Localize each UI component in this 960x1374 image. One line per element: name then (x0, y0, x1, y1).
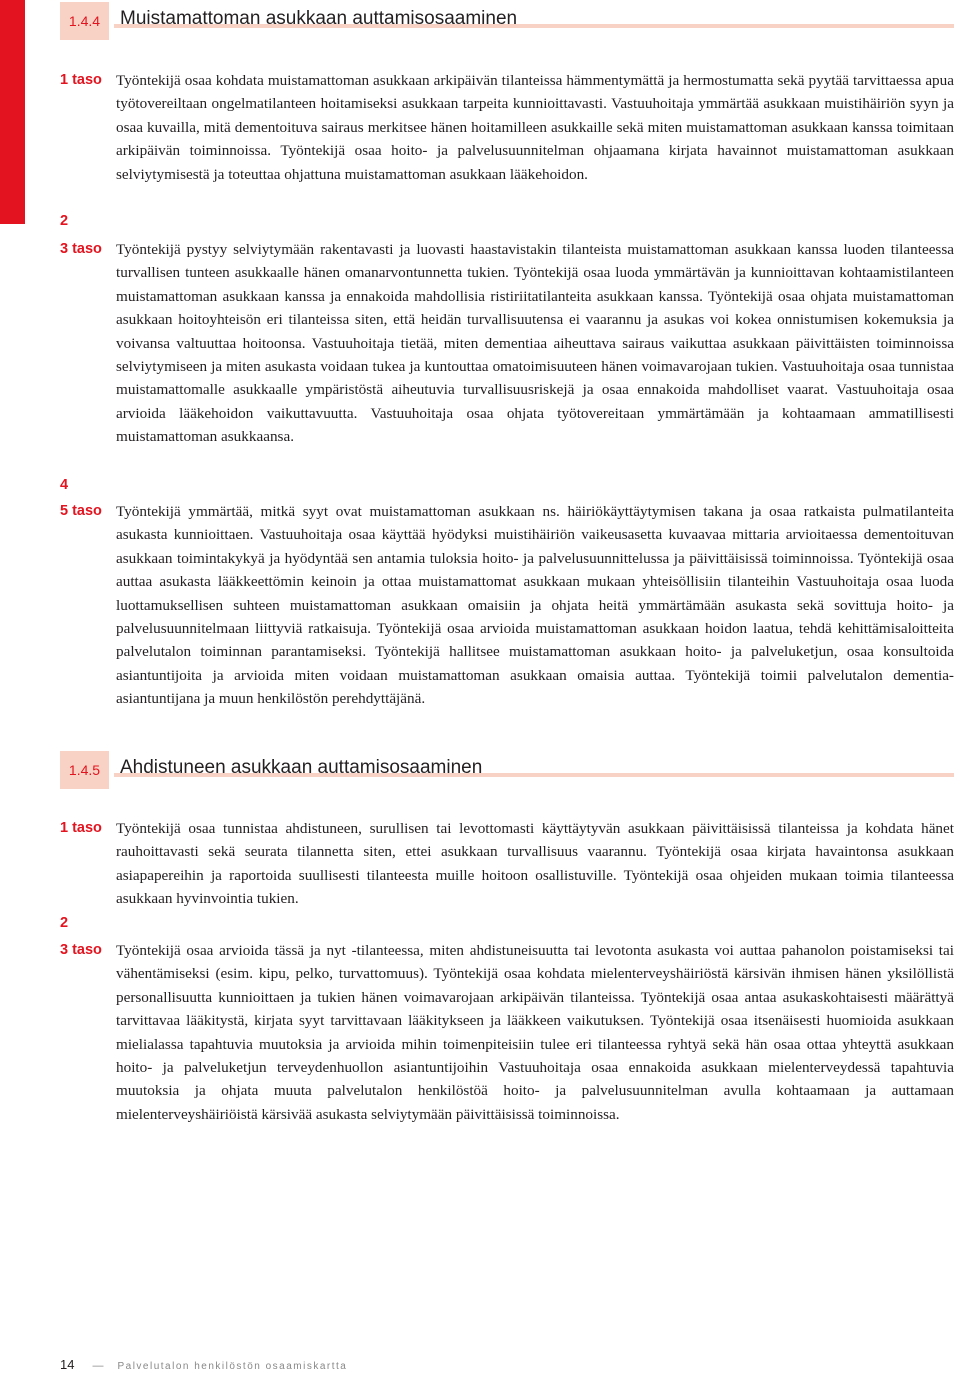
section-header-1-4-5 (60, 751, 954, 789)
page-footer (60, 1356, 347, 1374)
level-text-5: Työntekijä ymmärtää, mitkä syyt ovat muistamattoman asukkaan ns. häiriökäyttäytymisen takana ja osaa ratkaista pulmatilanteita asukasta kunnioittaen. Vastuuhoitaja osaa käyttää hyödyksi muistihäiriön vaikeusasetta kuvaavaa mittaria arvioitaessa dementoituvan asukkaan toimintakykyä ja hyödyntää sen antamia tuloksia hoito- ja palvelusuunnittelussa ja päivittäisissä toiminnoissa. Työntekijä osaa auttaa asukasta lääkkeettömin keinoin ja ottaa muistamattomat asukkaan mukaan yhteisöllisiin tilanteihin Vastuuhoitaja osaa luoda luottamuksellisen suhteen muistamattoman asukkaan omaisiin ja ohjata heitä ymmärtämään asukasta sekä sovittuja hoito- ja palvelusuunnitelmaan liittyviä ratkaisuja. Työntekijä osaa arvioida muistamattoman asukkaan hoidon laatua, tehdä kehittämisaloitteita palvelutalon toiminnan parantamiseksi. Työntekijä hallitsee muistamattoman asukkaan hoito- ja palveluketjun, osaa konsultoida asiantuntijoita ja arvioida miten voidaan muistamattoman asukkaan omaisia auttaa. Työntekijä toimii palvelutalon dementia-asiantuntijana ja muun henkilöstön perehdyttäjänä. (116, 503, 954, 708)
level-text-3: Työntekijä pystyy selviytymään rakentavasti ja luovasti haastavistakin tilanteista muistamattoman asukkaan kanssa luoden tilanteessa turvallisen tunteen asukkaalle hänen omanarvontunnetta tukien. Työntekijä osaa luoda ymmärtävän ja kunnioittavan kohtaamistilanteen muistamattoman asukkaan kanssa ja ennakoida mahdollisia ristiriitatilanteita asukkaan kanssa. Työntekijä osaa ohjata muistamattoman asukkaan hoitoyhteisön eri tilanteissa siten, että heidän turvallisuutensa ei vaarannu ja asukas voi kokea onnistumisen kokemuksia ja voivansa valtuuttaa hoitoonsa. Vastuuhoitaja tietää, miten dementiaa aiheuttava sairaus vaikuttaa asukkaan päivittäisten toiminnoissa selviytymiseen ja miten asukasta voidaan tukea ja kuntouttaa omatoimisuuteen hänen voimavarojaan tukien. Vastuuhoitaja osaa tunnistaa muistamattomalle asukkaalle ympäristöstä aiheutuvia turvallisuusriskejä ja osaa ennakoida mahdolliset vaarat. Vastuuhoitaja osaa arvioida lääkehoidon vaikuttavuutta. Vastuuhoitaja osaa ohjata työtovereitaan ymmärtämään ja kohtaamaan ammatillisesti muistamattoman asukkaansa. (116, 241, 954, 446)
side-accent-bar (0, 0, 25, 224)
section-title: Muistamattoman asukkaan auttamisosaaminen (120, 8, 518, 29)
footer-separator: — (92, 1360, 104, 1372)
section-title: Ahdistuneen asukkaan auttamisosaaminen (120, 757, 483, 778)
level-label-3: 3 taso (60, 942, 102, 958)
section-header-1-4-4 (60, 2, 954, 40)
level-label-2: 2 (60, 915, 69, 931)
page-number: 14 (60, 1357, 75, 1372)
level-label-3: 3 taso (60, 241, 102, 257)
level-text-1: Työntekijä osaa tunnistaa ahdistuneen, surullisen tai levottomasti käyttäytyvän asukkaan päivittäisissä tilanteissa ja kohdata hänet rauhoittavasti sekä seurata tilannetta siten, ettei asukkaan turvallisuus vaarannu. Työntekijä osaa kirjata havaintonsa asukkaan asiapapereihin ja raportoida suullisesti tilanteesta muille hoitoon osallistuville. Työntekijä osaa ohjeiden mukaan toimia tilanteessa asukkaan hyvinvointia tukien. (116, 820, 954, 908)
level-label-1: 1 taso (60, 72, 102, 88)
footer-document-title: Palvelutalon henkilöstön osaamiskartta (117, 1361, 348, 1372)
level-text-1: Työntekijä osaa kohdata muistamattoman asukkaan arkipäivän tilanteissa hämmentymättä ja hermostumatta sekä pyytää tarvittaessa apua työtovereiltaan ongelmatilanteen hoitamiseksi asukkaan tarpeita kunnioittavasti. Vastuuhoitaja ymmärtää asukkaan muistihäiriön syyn ja osaa kuvailla, mitä dementoituva sairaus merkitsee hänen hoitamilleen asukkaille sekä miten muistamattoman asukkaan kanssa toimitaan arkipäivän toiminnoissa. Työntekijä osaa hoito- ja palvelusuunnitelman ohjaamana kirjata havainnot muistamattoman asukkaan selviytymisestä ja toteuttaa ohjattuna muistamattoman asukkaan lääkehoidon. (116, 72, 954, 183)
level-label-4: 4 (60, 477, 69, 493)
section-number: 1.4.5 (60, 751, 109, 789)
level-label-2: 2 (60, 213, 69, 229)
level-text-3: Työntekijä osaa arvioida tässä ja nyt -tilanteessa, miten ahdistuneisuutta tai levotonta asukasta voi auttaa pahanolon poistamiseksi tai vähentämiseksi (esim. kipu, pelko, turvattomuus). Työntekijä osaa kohdata mielenterveyshäiriöstä kärsivän ihmisen hänen yksilöllistä personallisuutta kunnioittaen ja tukien hänen voimavarojaan arkipäivän tilanteissa. Työntekijä osaa antaa asukaskohtaisesti määrättyä tarvittavaa lääkitystä, kirjata syyt tarvittavaan lääkitykseen ja lääkkeen vaikutuksen. Työntekijä osaa itsenäisesti huomioida asukkaan mielialassa tapahtuvia muutoksia ja arvioida mihin toimenpiteisiin tulee eri tilanteessa ryhtyä sekä hän osaa ottaa yhteyttä asukkaan hoito- ja palveluketjun terveydenhuollon asiantuntijoihin Vastuuhoitaja osaa ennakoida asukkaan mielenterveydessä tapahtuvia muutoksia ja ohjata muuta palvelutalon henkilöstöä hoito- ja palvelusuunnitelman avulla kohtaamaan ja auttamaan mielenterveyshäiriöistä kärsivää asukasta selviytymään päivittäisissä toiminnoissa. (116, 942, 954, 1123)
section-number: 1.4.4 (60, 2, 109, 40)
level-label-5: 5 taso (60, 503, 102, 519)
level-label-1: 1 taso (60, 820, 102, 836)
